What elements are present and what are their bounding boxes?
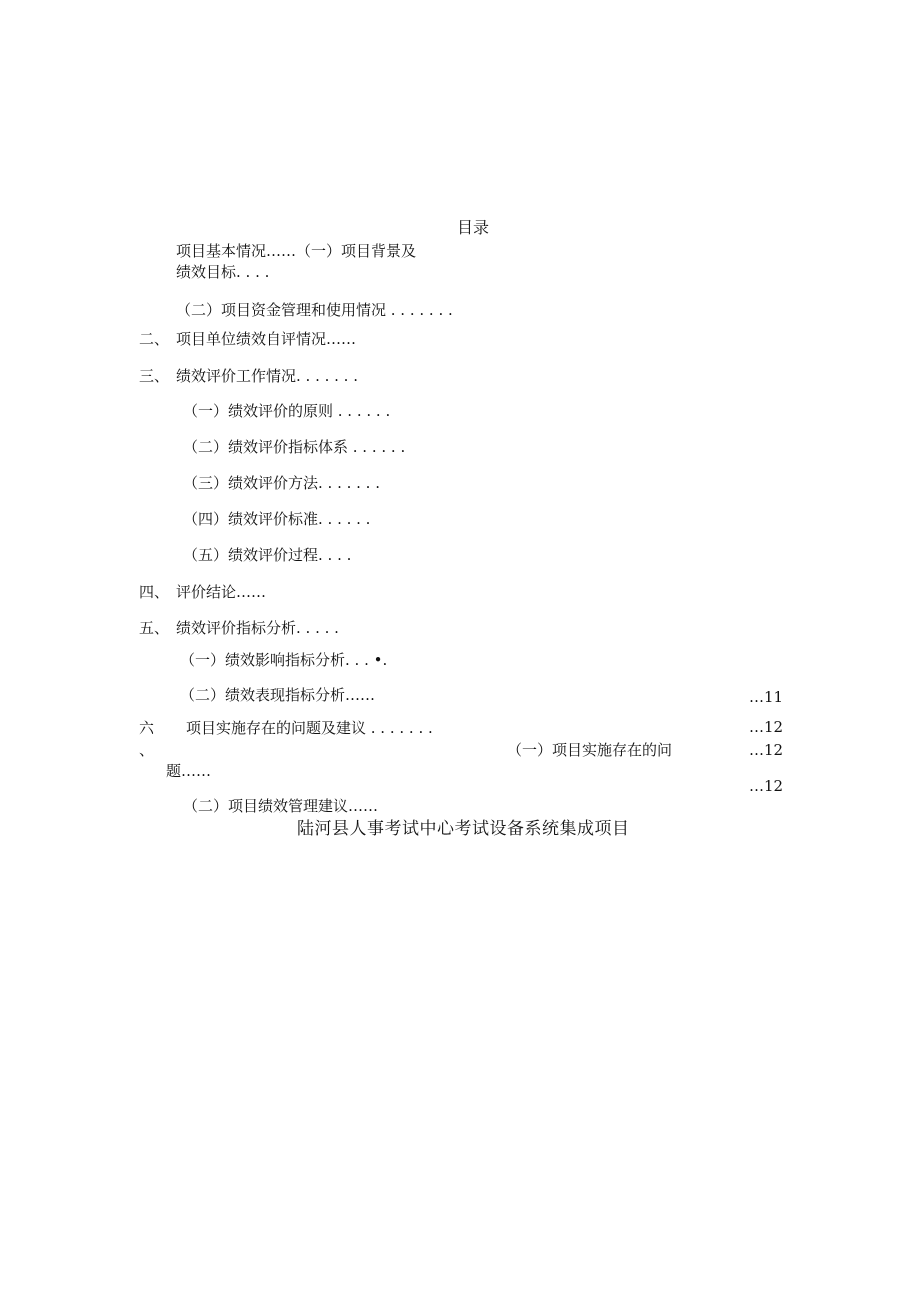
toc-item-3-5: （五）绩效评价过程. . . . (183, 546, 352, 564)
toc-item-6-1-line-b: 题…… (166, 762, 212, 780)
toc-item-3-1: （一）绩效评价的原则 . . . . . . (183, 402, 391, 420)
toc-number-2: 二、 (139, 330, 170, 348)
toc-number-4: 四、 (139, 583, 170, 601)
toc-page-6-2: …12 (749, 777, 784, 795)
toc-number-6: 六 (139, 719, 155, 737)
toc-number-3: 三、 (139, 367, 170, 385)
toc-item-1-line-a: 项目基本情况……（一）项目背景及 (176, 242, 417, 260)
toc-item-6-1-line-a: （一）项目实施存在的问 (507, 741, 673, 759)
toc-item-1-2: （二）项目资金管理和使用情况 . . . . . . . (176, 301, 453, 319)
toc-item-3-4: （四）绩效评价标准. . . . . . (183, 510, 371, 528)
toc-page-5-2: …11 (749, 688, 784, 706)
toc-item-6-2: （二）项目绩效管理建议…… (183, 797, 379, 815)
toc-item-4: 评价结论…… (176, 583, 267, 601)
toc-number-6-comma: 、 (139, 741, 155, 759)
toc-heading: 目录 (457, 218, 490, 237)
toc-page-6-1: …12 (749, 741, 784, 759)
toc-item-1-line-b: 绩效目标. . . . (176, 263, 270, 281)
toc-item-3: 绩效评价工作情况. . . . . . . (176, 367, 358, 385)
toc-item-2: 项目单位绩效自评情况…… (176, 330, 357, 348)
toc-item-6: 项目实施存在的问题及建议 . . . . . . . (186, 719, 433, 737)
toc-number-5: 五、 (139, 619, 170, 637)
toc-item-5-2: （二）绩效表现指标分析…… (180, 686, 376, 704)
toc-page-6: …12 (749, 718, 784, 736)
toc-item-3-2: （二）绩效评价指标体系 . . . . . . (183, 438, 406, 456)
toc-item-3-3: （三）绩效评价方法. . . . . . . (183, 474, 380, 492)
toc-item-5-1: （一）绩效影响指标分析. . . •. (180, 651, 388, 669)
toc-item-5: 绩效评价指标分析. . . . . (176, 619, 339, 637)
project-title: 陆河县人事考试中心考试设备系统集成项目 (297, 819, 630, 839)
